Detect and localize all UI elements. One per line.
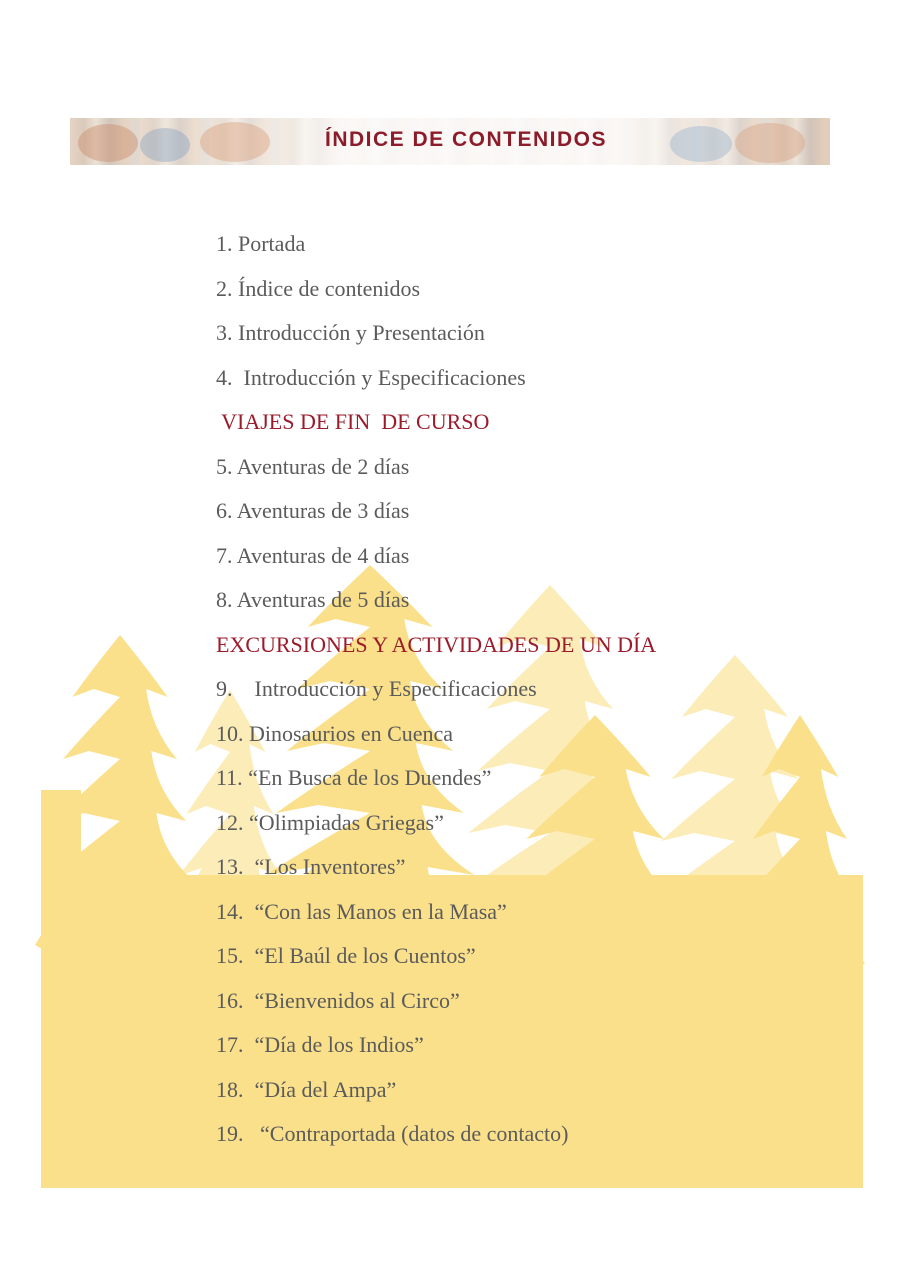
toc-item: 16. “Bienvenidos al Circo” <box>216 987 460 1013</box>
yellow-side-fill <box>41 790 81 880</box>
toc-item: 13. “Los Inventores” <box>216 854 406 879</box>
toc-section-heading: VIAJES DE FIN DE CURSO <box>216 409 490 434</box>
toc-item: 3. Introducción y Presentación <box>216 320 485 345</box>
toc-item: 18. “Día del Ampa” <box>216 1076 397 1102</box>
toc-section-heading: EXCURSIONES Y ACTIVIDADES DE UN DÍA <box>216 631 657 657</box>
toc-item: 8. Aventuras de 5 días <box>216 587 410 612</box>
toc-item: 19. “Contraportada (datos de contacto) <box>216 1121 569 1146</box>
toc-item: 2. Índice de contenidos <box>216 275 421 301</box>
toc-item: 15. “El Baúl de los Cuentos” <box>216 943 476 968</box>
toc-item: 5. Aventuras de 2 días <box>216 453 410 479</box>
page-title: ÍNDICE DE CONTENIDOS <box>324 128 608 151</box>
toc-item: 4. Introducción y Especificaciones <box>216 364 526 390</box>
toc-item: 11. “En Busca de los Duendes” <box>216 765 492 790</box>
header-banner <box>70 118 830 165</box>
toc-item: 14. “Con las Manos en la Masa” <box>216 898 507 924</box>
toc-item: 6. Aventuras de 3 días <box>216 498 410 523</box>
toc-item: 7. Aventuras de 4 días <box>216 542 410 568</box>
toc-item: 12. “Olimpiadas Griegas” <box>216 809 444 835</box>
table-of-contents <box>216 227 656 1162</box>
toc-item: 10. Dinosaurios en Cuenca <box>216 720 454 746</box>
toc-item: 1. Portada <box>216 231 306 256</box>
toc-item: 9. Introducción y Especificaciones <box>216 676 537 701</box>
toc-item: 17. “Día de los Indios” <box>216 1032 424 1057</box>
